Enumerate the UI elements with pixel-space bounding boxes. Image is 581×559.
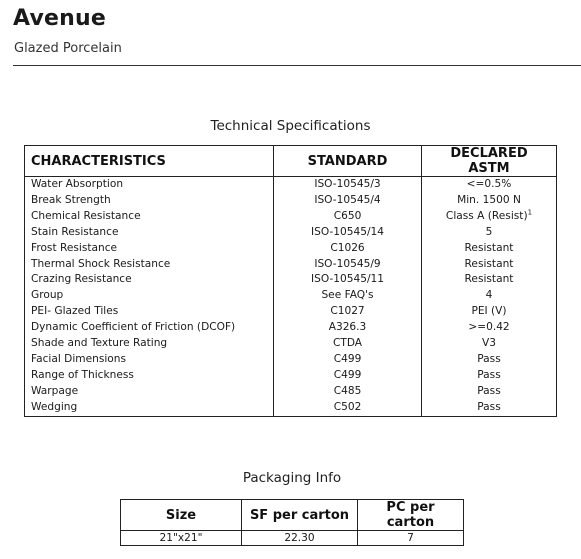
declared-cell xyxy=(422,384,557,400)
standard-cell-text: CTDA xyxy=(332,337,363,350)
declared-cell-text: Class A (Resist) xyxy=(445,209,528,222)
declared-cell-text: Resistant xyxy=(464,241,514,254)
standard-cell xyxy=(274,400,422,416)
declared-cell xyxy=(422,209,557,225)
product-subtitle: Glazed Porcelain xyxy=(14,41,122,56)
characteristic-cell xyxy=(25,288,274,304)
col-size: Size xyxy=(121,500,242,531)
characteristic-cell-text: PEI- Glazed Tiles xyxy=(31,305,119,318)
table-row xyxy=(25,272,557,288)
standard-cell-text: ISO-10545/9 xyxy=(314,257,381,270)
packaging-body xyxy=(121,531,464,546)
standard-cell-text: C499 xyxy=(333,368,362,381)
declared-cell-text: <=0.5% xyxy=(466,178,512,190)
declared-cell-text: >=0.42 xyxy=(468,321,510,334)
standard-cell xyxy=(274,288,422,304)
declared-cell-text: V3 xyxy=(482,337,496,350)
characteristic-cell-text: Warpage xyxy=(31,384,79,397)
standard-cell xyxy=(274,304,422,320)
characteristic-cell xyxy=(25,384,274,400)
table-row xyxy=(25,288,557,304)
declared-cell xyxy=(422,336,557,352)
standard-cell-text: C650 xyxy=(333,209,362,222)
packaging-table xyxy=(120,499,464,546)
characteristic-cell xyxy=(25,257,274,273)
col-declared: DECLARED ASTM xyxy=(422,146,557,177)
characteristic-cell-text: Stain Resistance xyxy=(31,225,119,238)
table-row xyxy=(25,368,557,384)
standard-cell xyxy=(274,209,422,225)
sf-cell xyxy=(242,531,358,546)
table-row xyxy=(25,177,557,193)
col-sf-per-carton: SF per carton xyxy=(242,500,358,531)
size-cell xyxy=(121,531,242,546)
table-row xyxy=(25,209,557,225)
table-row xyxy=(25,193,557,209)
standard-cell-text: C499 xyxy=(333,352,362,365)
table-row xyxy=(25,400,557,416)
declared-cell xyxy=(422,304,557,320)
table-row xyxy=(121,531,464,546)
col-standard: STANDARD xyxy=(274,146,422,177)
table-row xyxy=(25,304,557,320)
characteristic-cell xyxy=(25,336,274,352)
characteristic-cell xyxy=(25,400,274,416)
standard-cell xyxy=(274,257,422,273)
product-title: Avenue xyxy=(13,6,106,31)
characteristic-cell-text: Range of Thickness xyxy=(31,368,134,381)
sf-cell-text: 22.30 xyxy=(284,532,315,544)
characteristic-cell xyxy=(25,320,274,336)
characteristic-cell-text: Break Strength xyxy=(31,193,111,206)
specs-header-row xyxy=(25,146,557,177)
declared-cell xyxy=(422,368,557,384)
standard-cell xyxy=(274,368,422,384)
standard-cell-text: A326.3 xyxy=(328,321,367,334)
col-characteristics: CHARACTERISTICS xyxy=(25,146,274,177)
characteristic-cell xyxy=(25,193,274,209)
pc-cell xyxy=(358,531,464,546)
table-row xyxy=(25,352,557,368)
table-row xyxy=(25,257,557,273)
declared-cell-text: Pass xyxy=(477,384,501,397)
declared-cell-text: Resistant xyxy=(464,273,514,286)
standard-cell-text: ISO-10545/4 xyxy=(314,193,381,206)
standard-cell-text: C502 xyxy=(333,400,362,413)
standard-cell-text: C485 xyxy=(333,384,362,397)
characteristic-cell xyxy=(25,225,274,241)
packaging-title: Packaging Info xyxy=(242,470,342,486)
characteristic-cell-text: Shade and Texture Rating xyxy=(31,337,168,350)
characteristic-cell xyxy=(25,352,274,368)
specs-table xyxy=(24,145,557,417)
standard-cell-text: ISO-10545/3 xyxy=(314,178,381,190)
standard-cell xyxy=(274,225,422,241)
characteristic-cell xyxy=(25,241,274,257)
standard-cell xyxy=(274,177,422,193)
declared-cell xyxy=(422,352,557,368)
characteristic-cell-text: Dynamic Coefficient of Friction (DCOF) xyxy=(31,321,236,334)
characteristic-cell-text: Frost Resistance xyxy=(31,241,118,254)
standard-cell-text: C1027 xyxy=(330,305,365,318)
declared-cell xyxy=(422,193,557,209)
declared-cell-text: PEI (V) xyxy=(471,305,507,318)
characteristic-cell xyxy=(25,272,274,288)
standard-cell xyxy=(274,352,422,368)
declared-cell xyxy=(422,288,557,304)
pc-cell-text: 7 xyxy=(407,532,414,544)
size-cell-text: 21"x21" xyxy=(159,532,203,544)
standard-cell xyxy=(274,320,422,336)
table-row xyxy=(25,320,557,336)
table-row xyxy=(25,384,557,400)
characteristic-cell xyxy=(25,368,274,384)
table-row xyxy=(25,336,557,352)
declared-cell-text: Pass xyxy=(477,400,501,413)
characteristic-cell xyxy=(25,177,274,193)
standard-cell-text: C1026 xyxy=(330,241,365,254)
characteristic-cell-text: Facial Dimensions xyxy=(31,352,127,365)
characteristic-cell-text: Chemical Resistance xyxy=(31,209,141,222)
specs-body xyxy=(25,177,557,417)
declared-cell-text: 5 xyxy=(485,225,493,238)
standard-cell-text: ISO-10545/14 xyxy=(310,225,385,238)
standard-cell xyxy=(274,193,422,209)
standard-cell xyxy=(274,336,422,352)
declared-cell xyxy=(422,257,557,273)
declared-cell xyxy=(422,241,557,257)
characteristic-cell xyxy=(25,209,274,225)
standard-cell xyxy=(274,272,422,288)
header-divider xyxy=(13,65,581,66)
declared-cell xyxy=(422,177,557,193)
declared-cell xyxy=(422,400,557,416)
table-row xyxy=(25,241,557,257)
declared-cell-text: Min. 1500 N xyxy=(457,193,521,206)
declared-cell-text: Pass xyxy=(477,352,501,365)
declared-cell xyxy=(422,272,557,288)
footnote-marker: 1 xyxy=(527,208,533,217)
declared-cell-text: Resistant xyxy=(464,257,514,270)
packaging-header-row xyxy=(121,500,464,531)
standard-cell xyxy=(274,241,422,257)
col-pc-per-carton: PC per carton xyxy=(358,500,464,531)
specs-title: Technical Specifications xyxy=(210,118,371,134)
standard-cell xyxy=(274,384,422,400)
standard-cell-text: See FAQ's xyxy=(321,289,374,302)
characteristic-cell-text: Group xyxy=(31,289,64,302)
characteristic-cell-text: Water Absorption xyxy=(31,178,124,190)
standard-cell-text: ISO-10545/11 xyxy=(310,273,385,286)
characteristic-cell-text: Crazing Resistance xyxy=(31,273,132,286)
declared-cell xyxy=(422,320,557,336)
characteristic-cell xyxy=(25,304,274,320)
declared-cell xyxy=(422,225,557,241)
characteristic-cell-text: Wedging xyxy=(31,400,78,413)
characteristic-cell-text: Thermal Shock Resistance xyxy=(31,257,171,270)
table-row xyxy=(25,225,557,241)
declared-cell-text: Pass xyxy=(477,368,501,381)
declared-cell-text: 4 xyxy=(485,289,493,302)
